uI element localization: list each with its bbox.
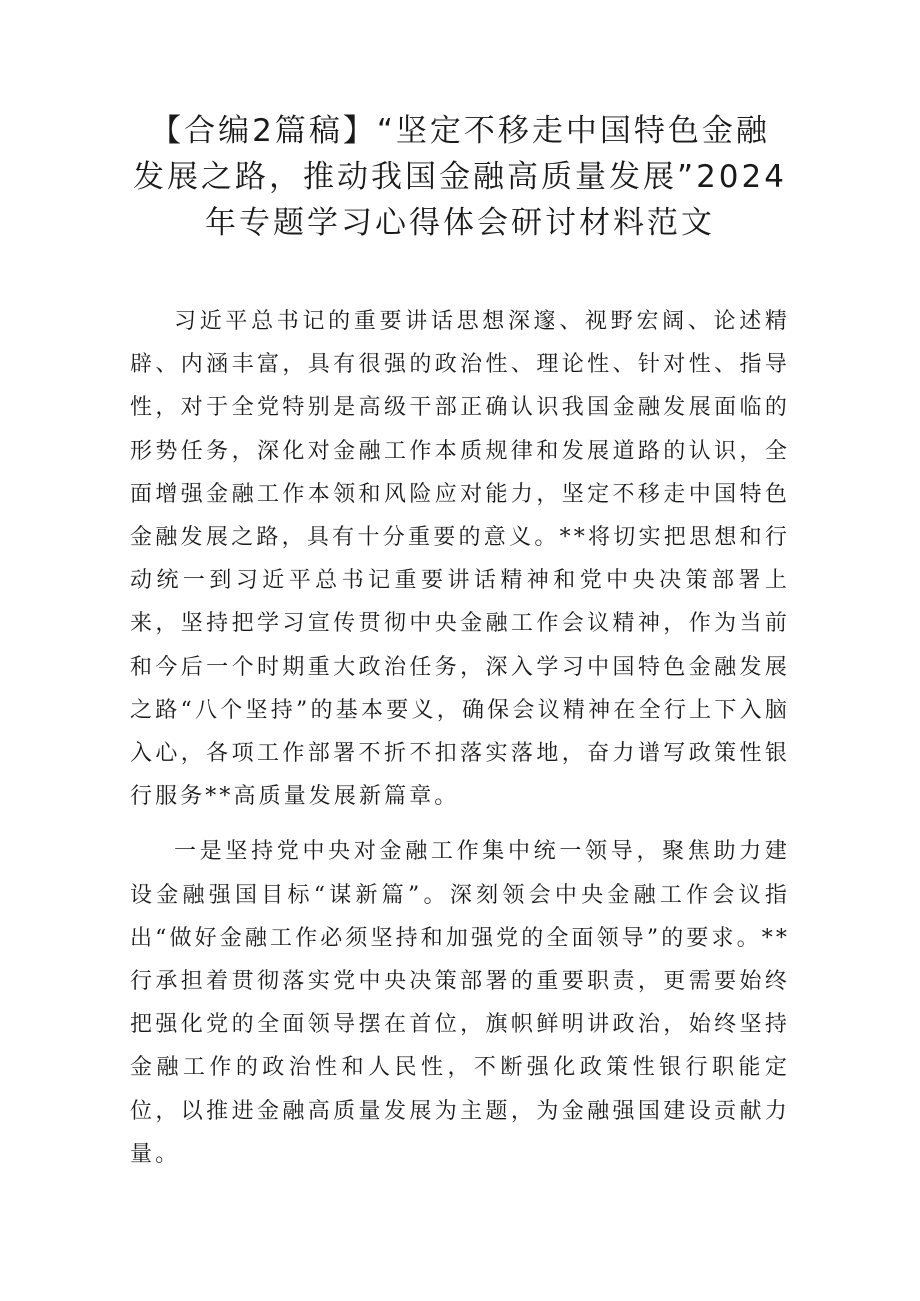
title-line-2: 发展之路，推动我国金融高质量发展”2024	[133, 159, 787, 195]
body-paragraph-1: 习近平总书记的重要讲话思想深邃、视野宏阔、论述精辟、内涵丰富，具有很强的政治性、理论性、针对性、指导性，对于全党特别是高级干部正确认识我国金融发展面临的形势任务，深化对金融工作本质规律和发展道路的认识，全面增强金融工作本领和风险应对能力，坚定不移走中国特色金融发展之路，具有十分重要的意义。**将切实把思想和行动统一到习近平总书记重要讲话精神和党中央决策部署上来，坚持把学习宣传贯彻中央金融工作会议精神，作为当前和今后一个时期重大政治任务，深入学习中国特色金融发展之路“八个坚持”的基本要义，确保会议精神在全行上下入脑入心，各项工作部署不折不扣落实落地，奋力谱写政策性银行服务**高质量发展新篇章。	[130, 309, 790, 810]
title-line-1: 【合编2篇稿】“坚定不移走中国特色金融	[150, 113, 770, 149]
title-line-3: 年专题学习心得体会研讨材料范文	[205, 205, 715, 241]
body-paragraph-2: 一是坚持党中央对金融工作集中统一领导，聚焦助力建设金融强国目标“谋新篇”。深刻领会中央金融工作会议指出“做好金融工作必须坚持和加强党的全面领导”的要求。**行承担着贯彻落实党中央决策部署的重要职责，更需要始终把强化党的全面领导摆在首位，旗帜鲜明讲政治，始终坚持金融工作的政治性和人民性，不断强化政策性银行职能定位，以推进金融高质量发展为主题，为金融强国建设贡献力量。	[130, 839, 790, 1167]
document-title	[120, 108, 800, 246]
